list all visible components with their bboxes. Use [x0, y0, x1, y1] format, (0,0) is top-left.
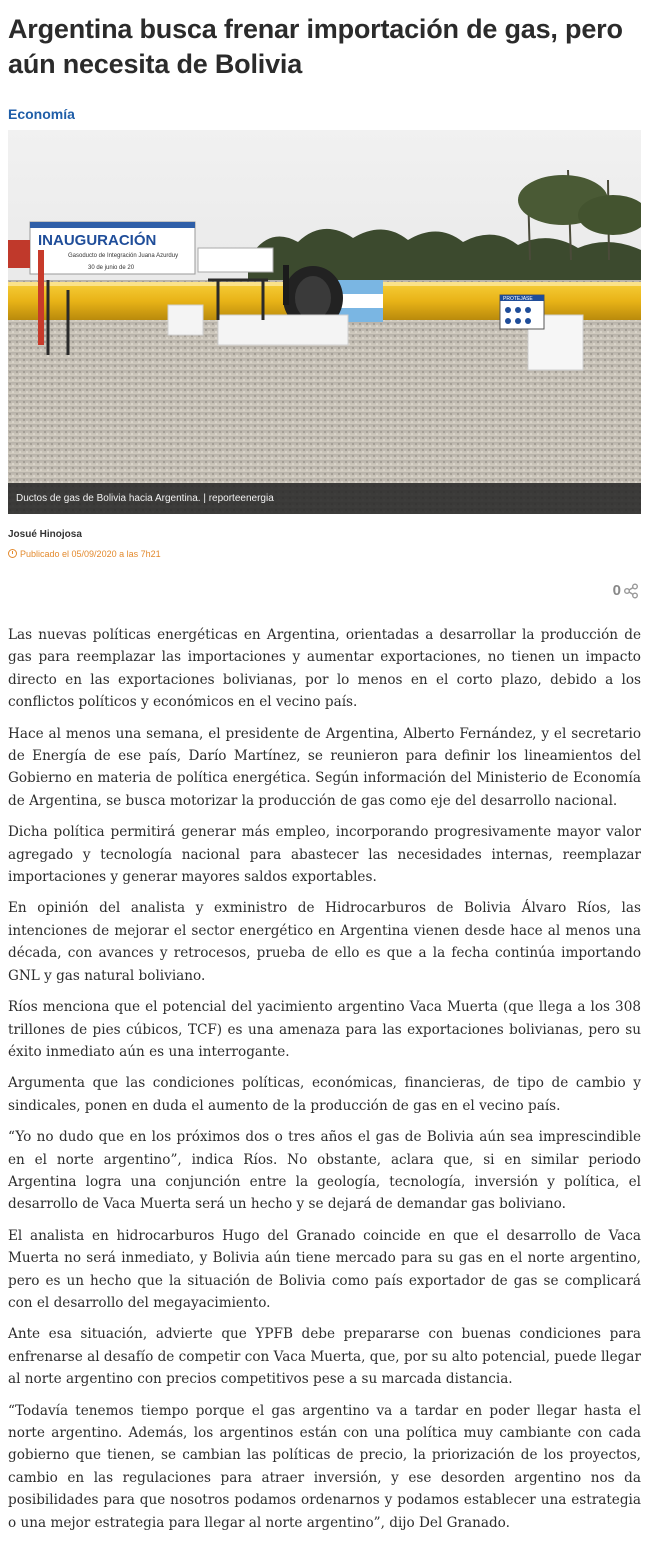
- paragraph: Argumenta que las condiciones políticas, económicas, financieras, de tipo de cambio y sindicales, ponen en duda el aumento de la producción de gas en el vecino país.: [8, 1075, 641, 1114]
- clock-icon: [8, 549, 17, 558]
- banner-subtitle: Gasoducto de Integración Juana Azurduy: [68, 253, 179, 259]
- paragraph: Ríos menciona que el potencial del yacimiento argentino Vaca Muerta (que llega a los 308 trillones de pies cúbicos, TCF) es una amenaza para las exportaciones bolivianas, pero su éxito inmediato aún es una interrogante.: [8, 999, 641, 1060]
- pipeline-photo: [8, 130, 641, 514]
- banner-date: 30 de junio de 20: [88, 265, 135, 271]
- article-image: [8, 130, 641, 514]
- paragraph: “Todavía tenemos tiempo porque el gas argentino va a tardar en poder llegar hasta el norte argentino. Además, los argentinos están con una política muy cambiante con cada gobierno que tienen, se cambian las políticas de precio, la priorización de los proyectos, cambio en las regulaciones para atraer inversión, y ese desorden argentino nos da posibilidades para que nosotros podamos ordenarnos y podamos establecer una estrategia o una mejor estrategia para llegar al norte argentino”, dijo Del Granado.: [8, 1402, 641, 1531]
- author-name: Josué Hinojosa: [8, 529, 82, 540]
- share-widget[interactable]: [613, 582, 639, 599]
- paragraph: Hace al menos una semana, el presidente de Argentina, Alberto Fernández, y el secretario de Energía de ese país, Darío Martínez, se reunieron para definir los lineamientos del Gobierno en materia de política energética. Según información del Ministerio de Economía de Argentina, se busca motorizar la producción de gas como eje del desarrollo nacional.: [8, 725, 641, 809]
- publish-date-text: Publicado el 05/09/2020 a las 7h21: [20, 549, 161, 559]
- article-title: Argentina busca frenar importación de gas, pero aún necesita de Bolivia: [8, 14, 623, 79]
- paragraph: Dicha política permitirá generar más empleo, incorporando progresivamente mayor valor agregado y tecnología nacional para abastecer las necesidades internas, reemplazar importaciones y generar mayores saldos exportables.: [8, 824, 641, 886]
- paragraph: El analista en hidrocarburos Hugo del Granado coincide en que el desarrollo de Vaca Muerta no será inmediato, y Bolivia aún tiene mercado para su gas en el norte argentino, pero es un hecho que la situación de Bolivia como país exportador de gas se complicará con el desarrollo del megayacimiento.: [8, 1227, 641, 1311]
- image-caption: Ductos de gas de Bolivia hacia Argentina. | reporteenergia: [8, 483, 641, 514]
- paragraph: Las nuevas políticas energéticas en Argentina, orientadas a desarrollar la producción de gas para reemplazar las importaciones y aumentar exportaciones, no tienen un impacto directo en las exportaciones bolivianas, por lo menos en el corto plazo, debido a los conflictos políticos y económicos en el vecino país.: [8, 627, 641, 711]
- article-body: [8, 624, 641, 1543]
- section-link[interactable]: Economía: [8, 106, 75, 122]
- banner-title: INAUGURACIÓN: [38, 232, 157, 249]
- article: [8, 0, 641, 1531]
- share-count: 0: [612, 582, 621, 599]
- paragraph: En opinión del analista y exministro de Hidrocarburos de Bolivia Álvaro Ríos, las intenciones de mejorar el sector energético en Argentina vienen desde hace al menos una década, con avances y retrocesos, prueba de ello es que a la fecha continúa importando GNL y gas natural boliviano.: [8, 900, 641, 984]
- paragraph: Ante esa situación, advierte que YPFB debe prepararse con buenas condiciones para enfrenarse al desafío de competir con Vaca Muerta, que, por su alto potencial, puede llegar al norte argentino con precios competitivos pese a su marcada distancia.: [8, 1326, 641, 1388]
- sign-text: PROTEJASE: [503, 296, 533, 302]
- share-icon[interactable]: [623, 583, 639, 599]
- publish-date: [8, 549, 161, 559]
- paragraph: “Yo no dudo que en los próximos dos o tres años el gas de Bolivia aún sea imprescindible en el norte argentino”, indica Ríos. No obstante, aclara que, si en similar periodo Argentina logra una conjunción entre la geología, tecnología, inversión y política, el desarrollo de Vaca Muerta será un hecho y se dejará de demandar gas boliviano.: [8, 1129, 641, 1213]
